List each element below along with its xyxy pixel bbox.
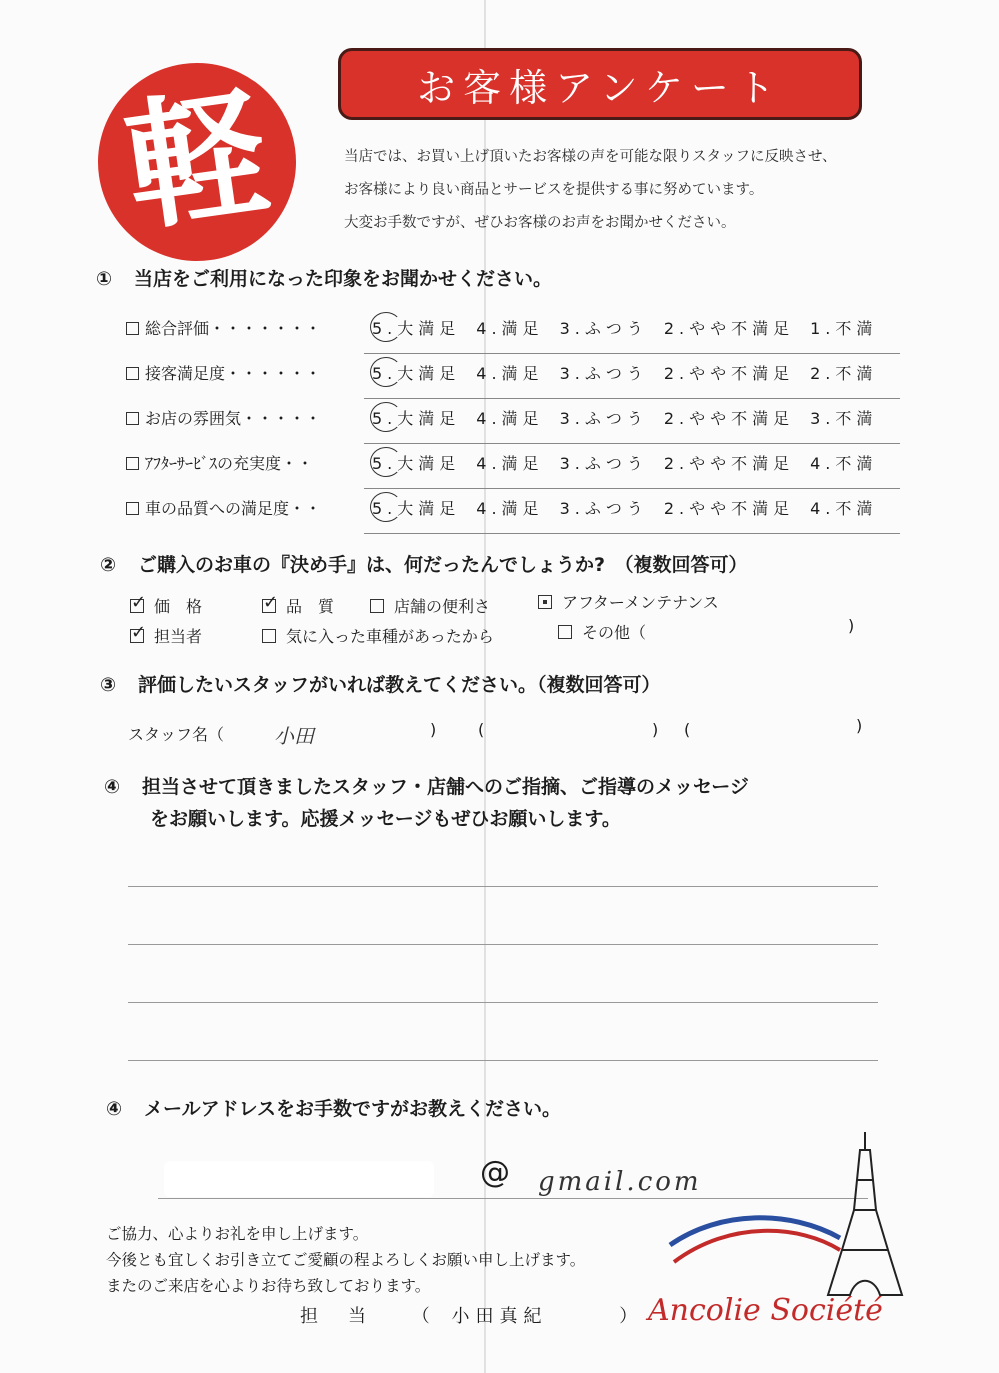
option-5[interactable]: 5.大満足 [372,364,461,383]
tanto-open: （ [411,1306,436,1327]
staff-name-row [128,716,888,750]
option-2[interactable]: 2.やや不満足 [663,409,795,428]
at-sign: @ [480,1155,510,1190]
option-1[interactable]: 2.不満 [810,364,878,383]
section3-number: ③ [100,674,117,696]
option-label: 店舗の便利さ [394,597,491,616]
intro-line-1: 当店では、お買い上げ頂いたお客様の声を可能な限りスタッフに反映させ、 [344,149,837,165]
brand-logo: Ancolie Société [648,1293,883,1328]
checkbox[interactable] [370,599,384,613]
message-line[interactable] [128,944,878,945]
row-checkbox[interactable] [126,367,139,380]
rating-row[interactable] [124,355,900,399]
staff-label: スタッフ名（ [128,725,225,744]
option-2[interactable]: 2.やや不満足 [663,499,795,518]
decision-price[interactable] [130,594,202,617]
row-checkbox[interactable] [126,457,139,470]
option-3[interactable]: 3.ふつう [559,364,648,383]
section3-heading [100,670,661,697]
row-checkbox[interactable] [126,502,139,515]
section4-title-line1: 担当させて頂きましたスタッフ・店舗へのご指摘、ご指導のメッセージ [142,776,749,798]
option-1[interactable]: 4.不満 [810,454,878,473]
option-5[interactable]: 5.大満足 [372,499,461,518]
option-4[interactable]: 4.満足 [476,454,544,473]
redacted-email-user [164,1161,434,1197]
section1-heading [96,264,552,291]
staff-name-1[interactable]: 小田 [274,724,314,748]
option-5[interactable]: 5.大満足 [372,454,461,473]
option-label: アフターメンテナンス [562,593,719,612]
section3-title: 評価したいスタッフがいれば教えてください。（複数回答可） [138,674,661,696]
rating-label: 接客満足度・・・・・・ [145,364,322,383]
email-heading [106,1094,561,1121]
decision-model[interactable] [262,624,494,647]
option-4[interactable]: 4.満足 [476,499,544,518]
decision-convenience[interactable] [370,594,490,617]
option-label: 価 格 [154,597,203,616]
survey-title: お客様アンケート [338,48,862,120]
tower-shape [828,1132,902,1295]
checkbox[interactable] [262,599,276,613]
person-in-charge [300,1302,643,1328]
option-label: 気に入った車種があったから [286,627,494,646]
row-divider [364,443,900,444]
thanks-line-1: ご協力、心よりお礼を申し上げます。 [106,1225,369,1243]
message-line[interactable] [128,1002,878,1003]
paren-close-2: ) [652,720,659,739]
rating-row[interactable] [124,400,900,444]
option-4[interactable]: 4.満足 [476,409,544,428]
section4-heading-line2: をお願いします。応援メッセージもぜひお願いします。 [150,808,621,830]
paren-open-2: ( [478,720,485,739]
decision-quality[interactable] [262,594,334,617]
row-divider [364,488,900,489]
rating-label: ｱﾌﾀｰｻｰﾋﾞｽの充実度・・ [145,454,314,473]
option-1[interactable]: 4.不満 [810,499,878,518]
option-5[interactable]: 5.大満足 [372,409,461,428]
message-line[interactable] [128,1060,878,1061]
logo-seal [85,50,309,274]
paren-open-3: ( [684,720,691,739]
option-1[interactable]: 1.不満 [810,319,878,338]
checkbox[interactable] [130,629,144,643]
email-section-number: ④ [106,1098,123,1120]
row-divider [364,353,900,354]
option-2[interactable]: 2.やや不満足 [663,319,795,338]
option-label: 品 質 [286,597,335,616]
row-checkbox[interactable] [126,322,139,335]
eiffel-tower-icon [650,1130,910,1300]
rating-row[interactable] [124,310,900,354]
option-5[interactable]: 5.大満足 [372,319,461,338]
thanks-line-2: 今後とも宜しくお引き立てご愛顧の程よろしくお願い申し上げます。 [106,1251,586,1269]
rating-row[interactable] [124,490,900,534]
thanks-line-3: またのご来店を心よりお待ち致しております。 [106,1277,431,1295]
tanto-close: ） [619,1306,644,1327]
section2-number: ② [100,554,117,576]
email-title: メールアドレスをお手数ですがお教えください。 [144,1098,562,1120]
option-3[interactable]: 3.ふつう [559,319,648,338]
message-line[interactable] [128,886,878,887]
checkbox[interactable] [130,599,144,613]
other-close-paren: ) [848,616,855,635]
email-domain: gmail.com [538,1167,702,1197]
row-checkbox[interactable] [126,412,139,425]
tanto-label: 担 当 [300,1306,372,1327]
intro-line-2: お客様により良い商品とサービスを提供する事に努めています。 [344,182,764,198]
rating-label: お店の雰囲気・・・・・ [145,409,322,428]
intro-line-3: 大変お手数ですが、ぜひお客様のお声をお聞かせください。 [344,215,736,231]
section2-heading [100,550,748,577]
option-1[interactable]: 3.不満 [810,409,878,428]
option-2[interactable]: 2.やや不満足 [663,454,795,473]
section1-title: 当店をご利用になった印象をお聞かせください。 [134,268,553,290]
logo-text: 軽 [116,71,278,252]
option-2[interactable]: 2.やや不満足 [663,364,795,383]
row-divider [364,533,900,534]
option-label: 担当者 [154,627,203,646]
option-3[interactable]: 3.ふつう [559,499,648,518]
rating-label: 車の品質への満足度・・ [145,499,322,518]
option-3[interactable]: 3.ふつう [559,454,648,473]
option-label: その他（ [582,623,647,642]
checkbox[interactable] [262,629,276,643]
decision-other[interactable] [558,620,646,643]
section1-number: ① [96,268,113,290]
tanto-name: 小田真紀 [451,1306,548,1327]
checkbox[interactable] [558,625,572,639]
decision-staff[interactable] [130,624,202,647]
checkbox[interactable] [538,595,552,609]
rating-row[interactable] [124,445,900,489]
paren-close-3: ) [856,716,863,735]
option-4[interactable]: 4.満足 [476,319,544,338]
section4-number: ④ [104,776,121,798]
red-swoosh [674,1231,840,1262]
option-4[interactable]: 4.満足 [476,364,544,383]
decision-aftercare[interactable] [538,590,719,613]
row-divider [364,398,900,399]
section2-title: ご購入のお車の『決め手』は、何だったんでしょうか? （複数回答可） [138,554,748,576]
option-3[interactable]: 3.ふつう [559,409,648,428]
paren-close-1: ) [430,720,437,739]
rating-label: 総合評価・・・・・・・ [145,319,322,338]
section4-heading [104,772,749,799]
